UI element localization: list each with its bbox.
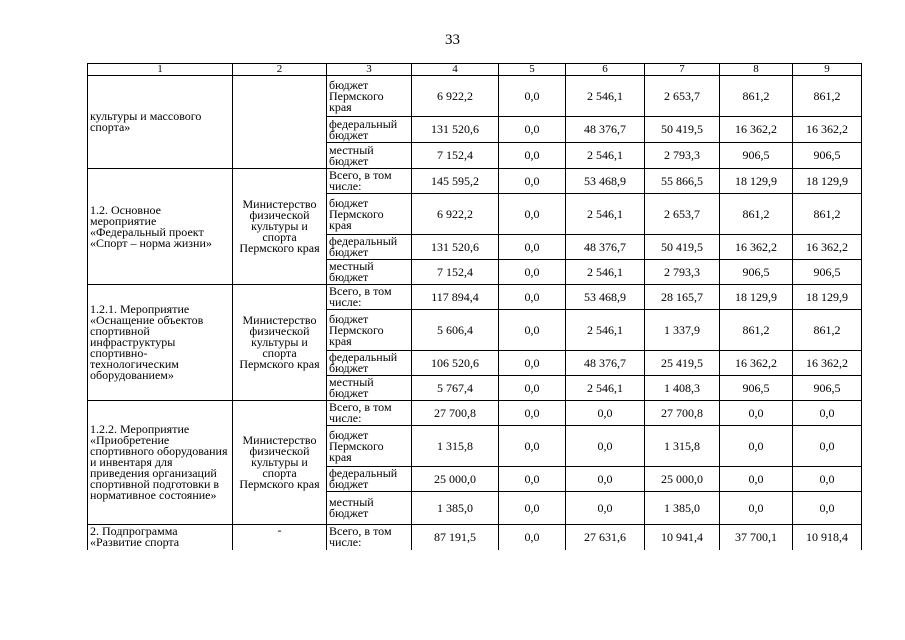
value-cell-col-9: 906,5 [793, 260, 862, 285]
value-cell-col-4: 87 191,5 [412, 525, 499, 550]
value-cell-col-5: 0,0 [499, 351, 566, 376]
value-cell-col-9: 10 918,4 [793, 525, 862, 550]
value-cell-col-5: 0,0 [499, 401, 566, 426]
value-cell-col-9: 16 362,2 [793, 117, 862, 143]
value-cell-col-4: 6 922,2 [412, 194, 499, 235]
value-cell-col-6: 0,0 [566, 492, 645, 525]
value-cell-col-9: 0,0 [793, 401, 862, 426]
column-header: 9 [793, 64, 862, 76]
funding-source-cell: федеральный бюджет [327, 235, 412, 260]
value-cell-col-5: 0,0 [499, 117, 566, 143]
funding-source-cell: бюджет Пермского края [327, 426, 412, 467]
value-cell-col-9: 18 129,9 [793, 169, 862, 194]
value-cell-col-4: 7 152,4 [412, 143, 499, 169]
column-header: 7 [645, 64, 720, 76]
value-cell-col-5: 0,0 [499, 260, 566, 285]
value-cell-col-8: 0,0 [720, 401, 793, 426]
value-cell-col-4: 131 520,6 [412, 117, 499, 143]
value-cell-col-7: 1 337,9 [645, 310, 720, 351]
column-header: 4 [412, 64, 499, 76]
value-cell-col-6: 2 546,1 [566, 310, 645, 351]
value-cell-col-9: 16 362,2 [793, 235, 862, 260]
value-cell-col-6: 0,0 [566, 426, 645, 467]
executor-cell: - [233, 525, 327, 550]
value-cell-col-5: 0,0 [499, 467, 566, 492]
value-cell-col-8: 0,0 [720, 467, 793, 492]
value-cell-col-7: 2 653,7 [645, 194, 720, 235]
value-cell-col-7: 2 793,3 [645, 143, 720, 169]
row-name-1-2-2: 1.2.2. Мероприятие «Приобретение спортивного оборудования и инвентаря для приведения организаций спортивной подготовки в нормативное состояние» [88, 401, 233, 525]
value-cell-col-7: 50 419,5 [645, 117, 720, 143]
value-cell-col-4: 5 606,4 [412, 310, 499, 351]
executor-cell [233, 76, 327, 169]
value-cell-col-7: 25 000,0 [645, 467, 720, 492]
value-cell-col-8: 0,0 [720, 492, 793, 525]
value-cell-col-9: 16 362,2 [793, 351, 862, 376]
value-cell-col-9: 861,2 [793, 194, 862, 235]
value-cell-col-7: 25 419,5 [645, 351, 720, 376]
value-cell-col-5: 0,0 [499, 143, 566, 169]
row-name-subprogram-2: 2. Подпрограмма «Развитие спорта [88, 525, 233, 550]
column-header: 5 [499, 64, 566, 76]
row-name-continued: культуры и массового спорта» [88, 76, 233, 169]
row-name-1-2: 1.2. Основное мероприятие «Федеральный проект «Спорт – норма жизни» [88, 169, 233, 285]
column-header: 6 [566, 64, 645, 76]
executor-cell: Министерство физической культуры и спорта Пермского края [233, 285, 327, 401]
funding-source-cell: Всего, в том числе: [327, 169, 412, 194]
value-cell-col-9: 0,0 [793, 426, 862, 467]
funding-source-cell: Всего, в том числе: [327, 285, 412, 310]
row-name-1-2-1: 1.2.1. Мероприятие «Оснащение объектов спортивной инфраструктуры спортивно-технологическим оборудованием» [88, 285, 233, 401]
value-cell-col-4: 25 000,0 [412, 467, 499, 492]
value-cell-col-6: 2 546,1 [566, 143, 645, 169]
value-cell-col-9: 861,2 [793, 76, 862, 117]
column-header: 1 [88, 64, 233, 76]
funding-source-cell: местный бюджет [327, 492, 412, 525]
value-cell-col-8: 16 362,2 [720, 235, 793, 260]
value-cell-col-4: 6 922,2 [412, 76, 499, 117]
table-row [88, 525, 862, 550]
executor-cell: Министерство физической культуры и спорта Пермского края [233, 401, 327, 525]
value-cell-col-6: 53 468,9 [566, 169, 645, 194]
value-cell-col-4: 7 152,4 [412, 260, 499, 285]
value-cell-col-7: 28 165,7 [645, 285, 720, 310]
value-cell-col-5: 0,0 [499, 525, 566, 550]
value-cell-col-6: 48 376,7 [566, 351, 645, 376]
value-cell-col-8: 0,0 [720, 426, 793, 467]
value-cell-col-9: 18 129,9 [793, 285, 862, 310]
funding-source-cell: бюджет Пермского края [327, 76, 412, 117]
value-cell-col-7: 50 419,5 [645, 235, 720, 260]
value-cell-col-4: 131 520,6 [412, 235, 499, 260]
value-cell-col-5: 0,0 [499, 285, 566, 310]
value-cell-col-8: 16 362,2 [720, 117, 793, 143]
funding-source-cell: бюджет Пермского края [327, 194, 412, 235]
page-number: 33 [445, 32, 460, 48]
value-cell-col-5: 0,0 [499, 235, 566, 260]
value-cell-col-6: 53 468,9 [566, 285, 645, 310]
value-cell-col-6: 48 376,7 [566, 235, 645, 260]
value-cell-col-7: 2 793,3 [645, 260, 720, 285]
value-cell-col-6: 2 546,1 [566, 260, 645, 285]
value-cell-col-5: 0,0 [499, 376, 566, 401]
value-cell-col-9: 0,0 [793, 467, 862, 492]
value-cell-col-7: 55 866,5 [645, 169, 720, 194]
value-cell-col-4: 27 700,8 [412, 401, 499, 426]
column-header: 3 [327, 64, 412, 76]
funding-source-cell: Всего, в том числе: [327, 525, 412, 550]
value-cell-col-7: 2 653,7 [645, 76, 720, 117]
value-cell-col-6: 0,0 [566, 467, 645, 492]
value-cell-col-4: 1 315,8 [412, 426, 499, 467]
value-cell-col-8: 18 129,9 [720, 285, 793, 310]
column-header: 2 [233, 64, 327, 76]
funding-source-cell: Всего, в том числе: [327, 401, 412, 426]
value-cell-col-9: 906,5 [793, 376, 862, 401]
value-cell-col-9: 861,2 [793, 310, 862, 351]
value-cell-col-7: 1 315,8 [645, 426, 720, 467]
table-body [88, 76, 862, 550]
value-cell-col-5: 0,0 [499, 76, 566, 117]
funding-source-cell: федеральный бюджет [327, 117, 412, 143]
value-cell-col-5: 0,0 [499, 310, 566, 351]
column-header: 8 [720, 64, 793, 76]
value-cell-col-4: 1 385,0 [412, 492, 499, 525]
value-cell-col-4: 5 767,4 [412, 376, 499, 401]
table-row [88, 76, 862, 117]
funding-source-cell: местный бюджет [327, 376, 412, 401]
value-cell-col-4: 117 894,4 [412, 285, 499, 310]
budget-table [87, 63, 862, 550]
value-cell-col-8: 37 700,1 [720, 525, 793, 550]
value-cell-col-7: 1 385,0 [645, 492, 720, 525]
table-row [88, 169, 862, 194]
funding-source-cell: бюджет Пермского края [327, 310, 412, 351]
value-cell-col-4: 106 520,6 [412, 351, 499, 376]
value-cell-col-4: 145 595,2 [412, 169, 499, 194]
value-cell-col-6: 2 546,1 [566, 194, 645, 235]
value-cell-col-6: 2 546,1 [566, 76, 645, 117]
table-row [88, 401, 862, 426]
funding-source-cell: федеральный бюджет [327, 467, 412, 492]
value-cell-col-8: 861,2 [720, 76, 793, 117]
value-cell-col-5: 0,0 [499, 194, 566, 235]
value-cell-col-6: 48 376,7 [566, 117, 645, 143]
value-cell-col-7: 10 941,4 [645, 525, 720, 550]
value-cell-col-8: 18 129,9 [720, 169, 793, 194]
funding-source-cell: федеральный бюджет [327, 351, 412, 376]
value-cell-col-5: 0,0 [499, 426, 566, 467]
value-cell-col-9: 906,5 [793, 143, 862, 169]
value-cell-col-5: 0,0 [499, 169, 566, 194]
value-cell-col-8: 861,2 [720, 310, 793, 351]
value-cell-col-8: 906,5 [720, 376, 793, 401]
value-cell-col-8: 906,5 [720, 143, 793, 169]
value-cell-col-8: 861,2 [720, 194, 793, 235]
value-cell-col-5: 0,0 [499, 492, 566, 525]
value-cell-col-9: 0,0 [793, 492, 862, 525]
value-cell-col-7: 1 408,3 [645, 376, 720, 401]
value-cell-col-8: 16 362,2 [720, 351, 793, 376]
value-cell-col-7: 27 700,8 [645, 401, 720, 426]
value-cell-col-6: 0,0 [566, 401, 645, 426]
value-cell-col-8: 906,5 [720, 260, 793, 285]
value-cell-col-6: 2 546,1 [566, 376, 645, 401]
executor-cell: Министерство физической культуры и спорта Пермского края [233, 169, 327, 285]
value-cell-col-6: 27 631,6 [566, 525, 645, 550]
funding-source-cell: местный бюджет [327, 143, 412, 169]
funding-source-cell: местный бюджет [327, 260, 412, 285]
column-number-row [88, 64, 862, 76]
table-row [88, 285, 862, 310]
